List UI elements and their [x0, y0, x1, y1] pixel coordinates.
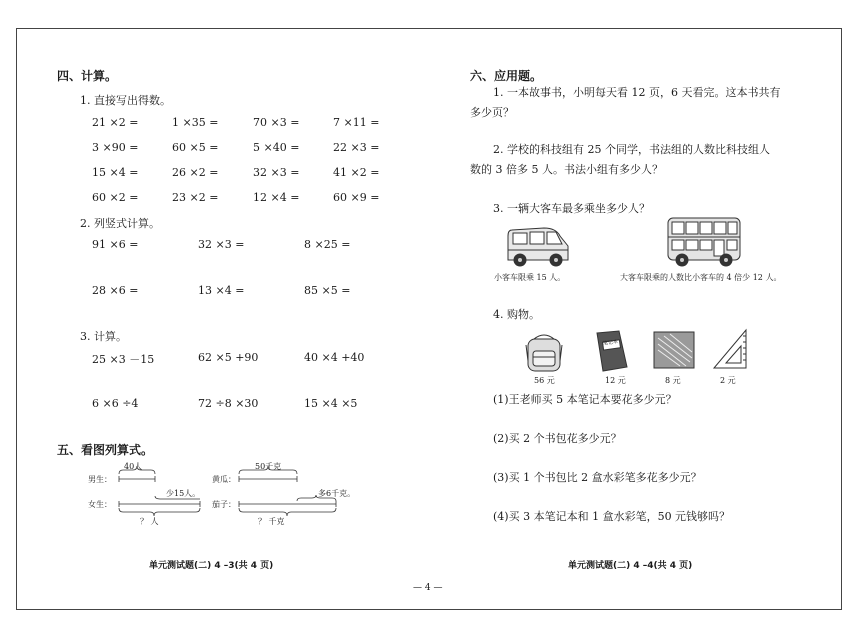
problem4-title: 4. 购物。: [493, 308, 540, 321]
subquestion-1: (1)王老师买 5 本笔记本要花多少元？: [493, 393, 677, 406]
q1-item: 12 ×4 =: [253, 191, 300, 204]
q2-item: 8 ×25 =: [304, 238, 351, 251]
problem1-line1: 1. 一本故事书，小明每天看 12 页，6 天看完。这本书共有: [493, 86, 781, 99]
van-caption: 小客车限乘 15 人。: [494, 273, 566, 282]
footer-left: 单元测试题(二) 4 –3(共 4 页): [149, 561, 274, 571]
q3-item: 15 ×4 ×5: [304, 397, 358, 410]
diagram-side-label: 少15人。: [166, 489, 201, 498]
q1-item: 1 ×35 =: [172, 116, 219, 129]
subquestion-4: (4)买 3 本笔记本和 1 盒水彩笔，50 元钱够吗？: [493, 510, 731, 523]
q1-title: 1. 直接写出得数。: [80, 94, 171, 107]
van-icon: [504, 222, 574, 268]
diagram-row-label: 茄子：: [212, 500, 236, 509]
watercolor-pens-icon: [652, 328, 698, 372]
q1-item: 22 ×3 =: [333, 141, 380, 154]
q1-item: 70 ×3 =: [253, 116, 300, 129]
q2-item: 32 ×3 =: [198, 238, 245, 251]
q1-item: 21 ×2 =: [92, 116, 139, 129]
diagram-cucumber-eggplant-lines: [0, 0, 360, 60]
diagram-top-label: 50千克: [255, 462, 282, 471]
q2-item: 13 ×4 =: [198, 284, 245, 297]
q1-item: 60 ×5 =: [172, 141, 219, 154]
price-pens: 8 元: [665, 376, 681, 385]
diagram-row-label: 男生：: [88, 475, 112, 484]
q1-item: 3 ×90 =: [92, 141, 139, 154]
q3-item: 40 ×4 +40: [304, 351, 365, 364]
q2-item: 85 ×5 =: [304, 284, 351, 297]
q3-item: 25 ×3 －15: [92, 353, 155, 366]
footer-right: 单元测试题(二) 4 –4(共 4 页): [568, 561, 693, 571]
q3-item: 6 ×6 ÷4: [92, 397, 139, 410]
diagram-row-label: 女生：: [88, 500, 112, 509]
q1-item: 26 ×2 =: [172, 166, 219, 179]
q1-item: 15 ×4 =: [92, 166, 139, 179]
q3-title: 3. 计算。: [80, 330, 127, 343]
problem2-line2: 数的 3 倍多 5 人。书法小组有多少人？: [470, 163, 663, 176]
subquestion-2: (2)买 2 个书包花多少元？: [493, 432, 622, 445]
section5-title: 五、看图列算式。: [57, 443, 154, 457]
q2-item: 91 ×6 =: [92, 238, 139, 251]
price-ruler: 2 元: [720, 376, 736, 385]
q1-item: 32 ×3 =: [253, 166, 300, 179]
diagram-bottom-label: ？ 千克: [258, 517, 285, 526]
diagram-row-label: 黄瓜：: [212, 475, 236, 484]
q3-item: 62 ×5 +90: [198, 351, 259, 364]
diagram-bottom-label: ？ 人: [140, 517, 159, 526]
problem2-line1: 2. 学校的科技组有 25 个同学，书法组的人数比科技组人: [493, 143, 770, 156]
bus-caption: 大客车限乘的人数比小客车的 4 倍少 12 人。: [620, 273, 782, 282]
backpack-icon: [522, 331, 566, 373]
q1-item: 5 ×40 =: [253, 141, 300, 154]
notebook-cover-icon: [593, 329, 629, 373]
notebook-label: 笔记本: [602, 338, 619, 348]
problem1-line2: 多少页？: [470, 106, 514, 119]
q1-item: 60 ×9 =: [333, 191, 380, 204]
q3-item: 72 ÷8 ×30: [198, 397, 259, 410]
problem3-title: 3. 一辆大客车最多乘坐多少人？: [493, 202, 650, 215]
diagram-top-label: 40人: [124, 462, 143, 471]
q2-title: 2. 列竖式计算。: [80, 217, 160, 230]
section4-title: 四、计算。: [57, 69, 118, 83]
q1-item: 41 ×2 =: [333, 166, 380, 179]
q1-item: 60 ×2 =: [92, 191, 139, 204]
triangle-ruler-icon: [710, 328, 750, 372]
bus-icon: [665, 214, 745, 268]
q2-item: 28 ×6 =: [92, 284, 139, 297]
section6-title: 六、应用题。: [470, 69, 543, 83]
page-number: — 4 —: [413, 583, 443, 593]
price-notebook: 12 元: [605, 376, 626, 385]
diagram-side-label: 多6千克。: [318, 489, 356, 498]
q1-item: 7 ×11 =: [333, 116, 380, 129]
subquestion-3: (3)买 1 个书包比 2 盒水彩笔多花多少元？: [493, 471, 702, 484]
q1-item: 23 ×2 =: [172, 191, 219, 204]
price-backpack: 56 元: [534, 376, 555, 385]
